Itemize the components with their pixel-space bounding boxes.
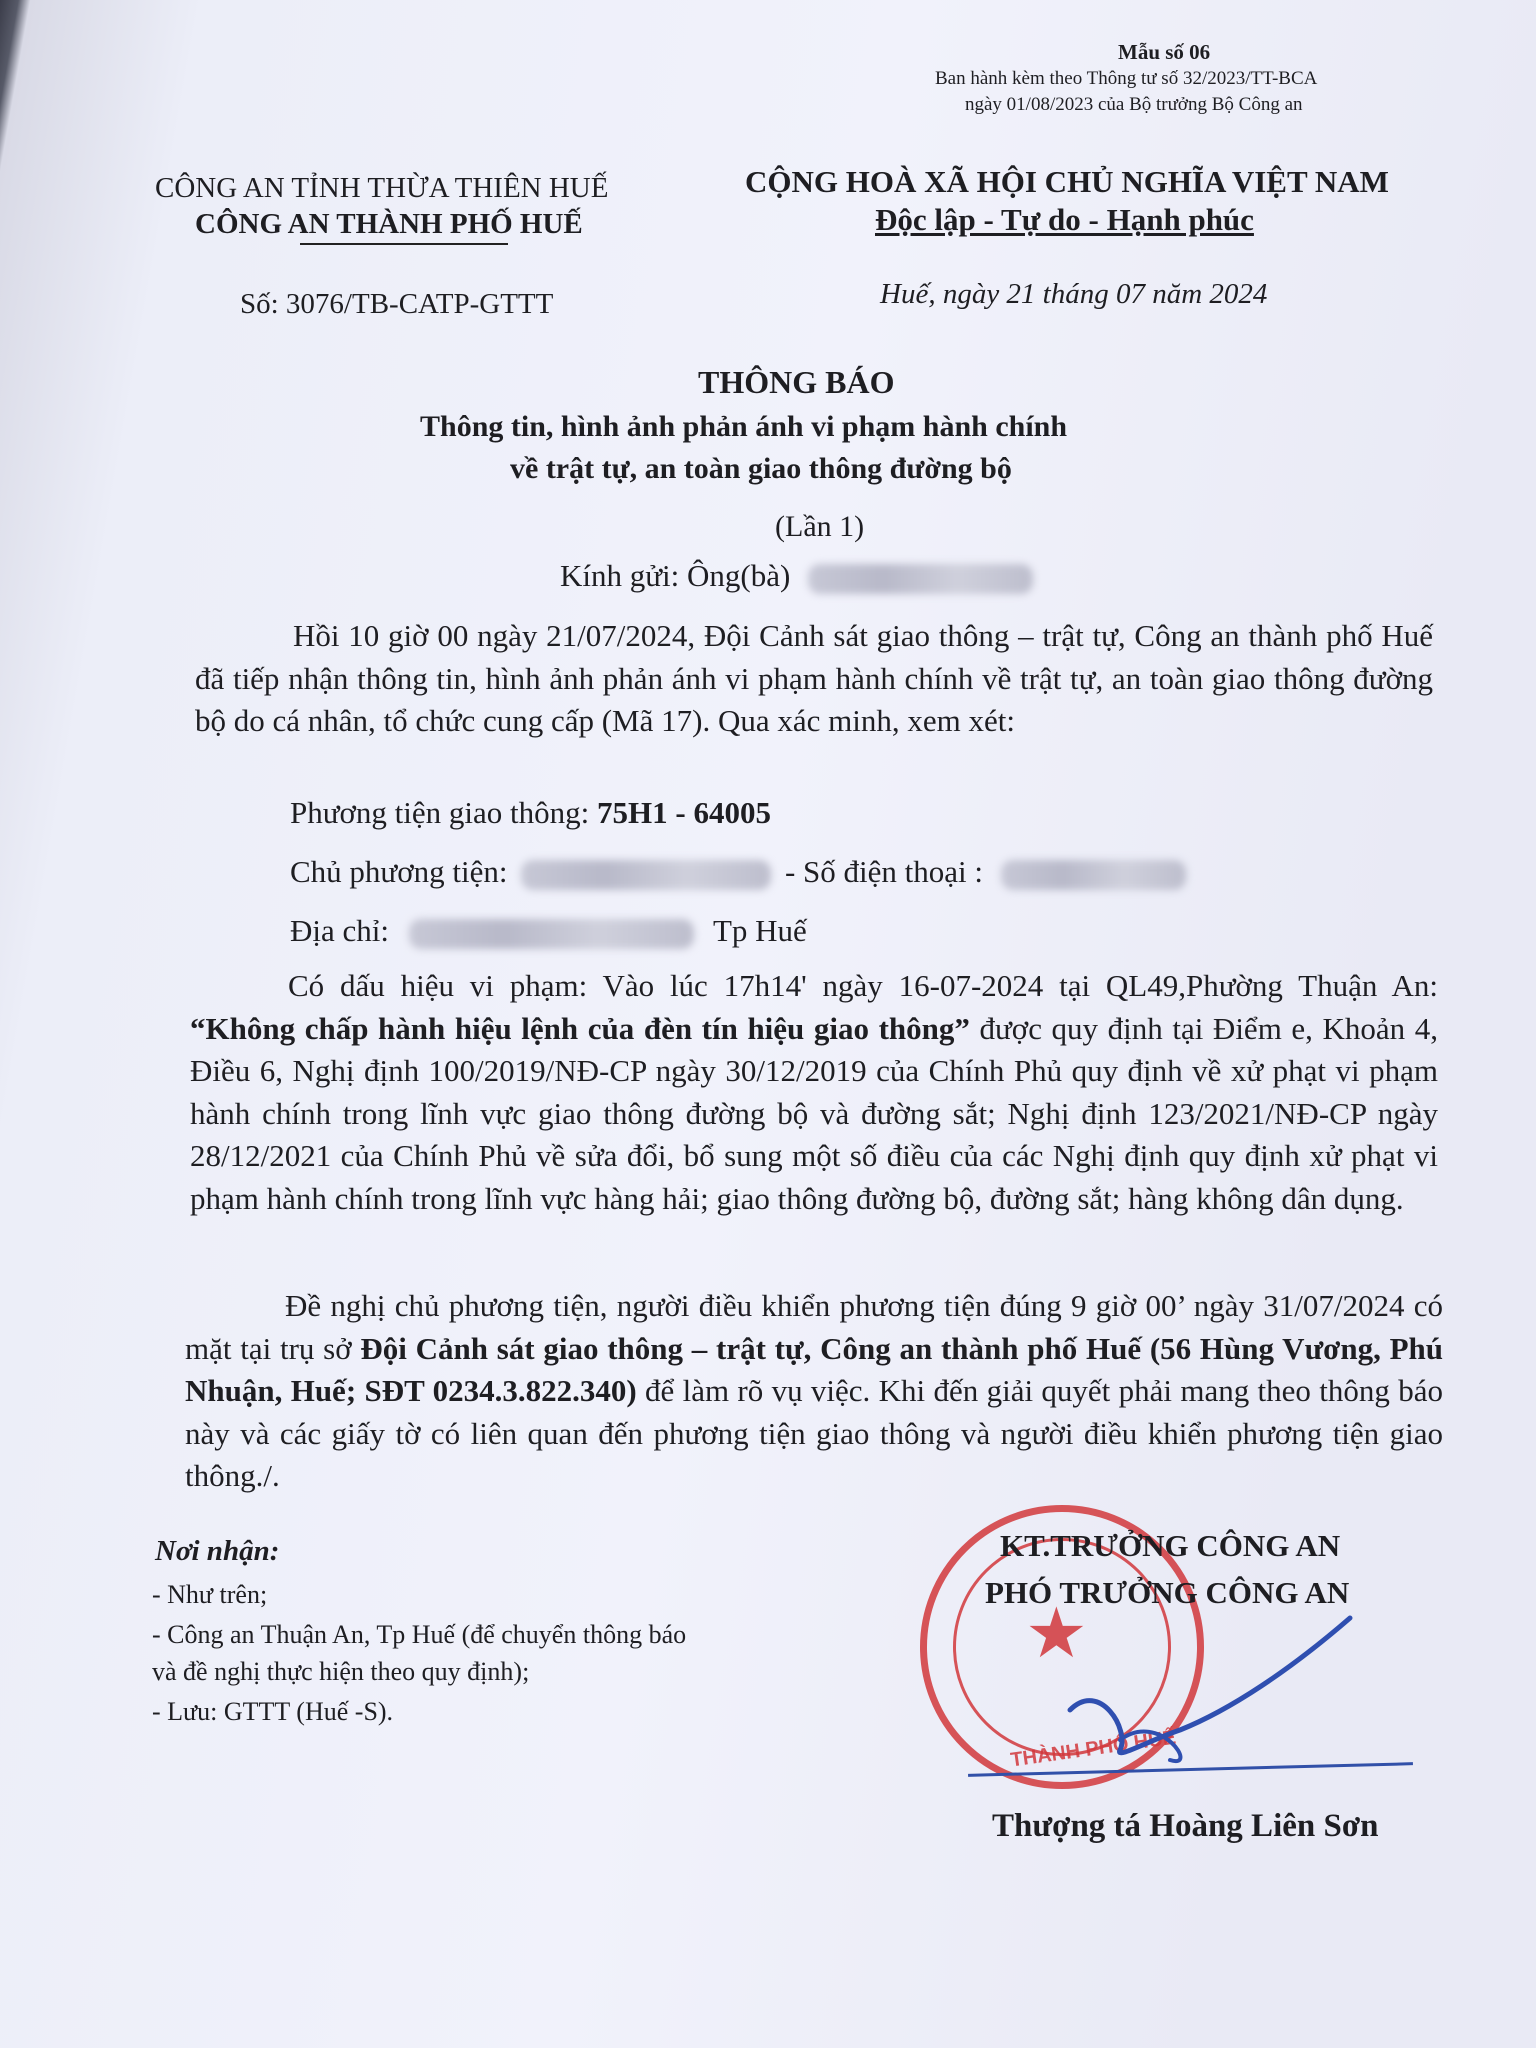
intro-paragraph: Hồi 10 giờ 00 ngày 21/07/2024, Đội Cảnh sát giao thông – trật tự, Công an thành phố Huế đã tiếp nhận thông tin, hình ảnh phản ánh vi phạm hành chính về trật tự, an toàn giao thông đường bộ do cá nhân, tổ chức cung cấp (Mã 17). Qua xác minh, xem xét:	[195, 618, 1433, 738]
form-issued-line2: ngày 01/08/2023 của Bộ trưởng Bộ Công an	[965, 94, 1303, 115]
recipient-line	[560, 558, 1033, 594]
vehicle-label: Phương tiện giao thông:	[290, 795, 590, 830]
recipients-title: Nơi nhận:	[155, 1535, 280, 1567]
place-date: Huế, ngày 21 tháng 07 năm 2024	[880, 278, 1268, 310]
violation-quote: “Không chấp hành hiệu lệnh của đèn tín hiệu giao thông”	[190, 1010, 970, 1046]
redacted-owner-name	[521, 860, 771, 890]
agency-name	[195, 208, 583, 241]
recipient-label: Kính gửi: Ông(bà)	[560, 558, 791, 593]
nation-title: CỘNG HOÀ XÃ HỘI CHỦ NGHĨA VIỆT NAM	[745, 164, 1389, 199]
vehicle-line	[290, 795, 771, 831]
address-city: Tp Huế	[712, 913, 807, 948]
signature-title-2: PHÓ TRƯỞNG CÔNG AN	[985, 1575, 1350, 1610]
recipients-item: - Công an Thuận An, Tp Huế (để chuyển thông báo	[152, 1620, 687, 1649]
agency-underline	[300, 243, 508, 245]
owner-label: Chủ phương tiện:	[290, 854, 508, 889]
phone-label: - Số điện thoại :	[784, 854, 984, 889]
signature-title-1: KT.TRƯỞNG CÔNG AN	[1000, 1528, 1341, 1563]
violation-paragraph	[190, 965, 1438, 1220]
notice-title: THÔNG BÁO	[698, 364, 895, 400]
address-label: Địa chỉ:	[290, 913, 389, 948]
form-number: Mẫu số 06	[1118, 40, 1211, 64]
violation-lead: Có dấu hiệu vi phạm: Vào lúc 17h14' ngày 16-07-2024 tại QL49,Phường Thuận An:	[288, 968, 1438, 1003]
redacted-recipient-name	[808, 564, 1033, 594]
stamp-caption: THÀNH PHỐ HUẾ	[1009, 1726, 1178, 1772]
agency-name-text: CÔNG AN THÀNH PHỐ HUẾ	[195, 208, 583, 240]
request-place: Đội Cảnh sát giao thông – trật tự, Công an thành phố Huế (56 Hùng Vương, Phú Nhuận, Huế; SĐT 0234.3.822.340)	[185, 1330, 1443, 1408]
recipients-item: và đề nghị thực hiện theo quy định);	[152, 1657, 530, 1686]
form-issued-line1: Ban hành kèm theo Thông tư số 32/2023/TT-BCA	[935, 68, 1318, 89]
redacted-address	[409, 919, 694, 949]
redacted-phone	[1001, 860, 1186, 890]
recipients-item: - Như trên;	[152, 1580, 268, 1609]
vehicle-plate: 75H1 - 64005	[597, 795, 771, 830]
star-emblem-icon: ★	[1025, 1592, 1088, 1674]
violation-rest: được quy định tại Điểm e, Khoản 4, Điều 6, Nghị định 100/2019/NĐ-CP ngày 30/12/2019 của Chính Phủ quy định về xử phạt vi phạm hành chính trong lĩnh vực giao thông đường bộ và đường sắt; Nghị định 123/2021/NĐ-CP ngày 28/12/2021 của Chính Phủ về sửa đổi, bổ sung một số điều của các Nghị định quy định xử phạt vi phạm hành chính trong lĩnh vực hàng hải; giao thông đường bộ, đường sắt; hàng không dân dụng.	[190, 1010, 1438, 1216]
request-rest: để làm rõ vụ việc. Khi đến giải quyết phải mang theo thông báo này và các giấy tờ có liên quan đến phương tiện giao thông và người điều khiển phương tiện giao thông./.	[185, 1373, 1443, 1493]
request-lead: Đề nghị chủ phương tiện, người điều khiển phương tiện đúng 9 giờ 00’ ngày 31/07/2024 có mặt tại trụ sở	[185, 1288, 1443, 1366]
address-line	[290, 913, 807, 949]
nation-motto: Độc lập - Tự do - Hạnh phúc	[875, 202, 1254, 237]
agency-parent: CÔNG AN TỈNH THỪA THIÊN HUẾ	[155, 172, 609, 204]
notice-subtitle-2: về trật tự, an toàn giao thông đường bộ	[510, 452, 1012, 485]
notice-subtitle-1: Thông tin, hình ảnh phản ánh vi phạm hành chính	[420, 410, 1068, 443]
recipients-item: - Lưu: GTTT (Huế -S).	[152, 1697, 394, 1726]
signer-name: Thượng tá Hoàng Liên Sơn	[992, 1808, 1379, 1844]
request-paragraph	[185, 1285, 1443, 1498]
handwritten-signature	[1060, 1590, 1380, 1790]
owner-line	[290, 854, 1186, 890]
doc-number: Số: 3076/TB-CATP-GTTT	[240, 288, 554, 320]
notice-round: (Lần 1)	[775, 510, 865, 543]
